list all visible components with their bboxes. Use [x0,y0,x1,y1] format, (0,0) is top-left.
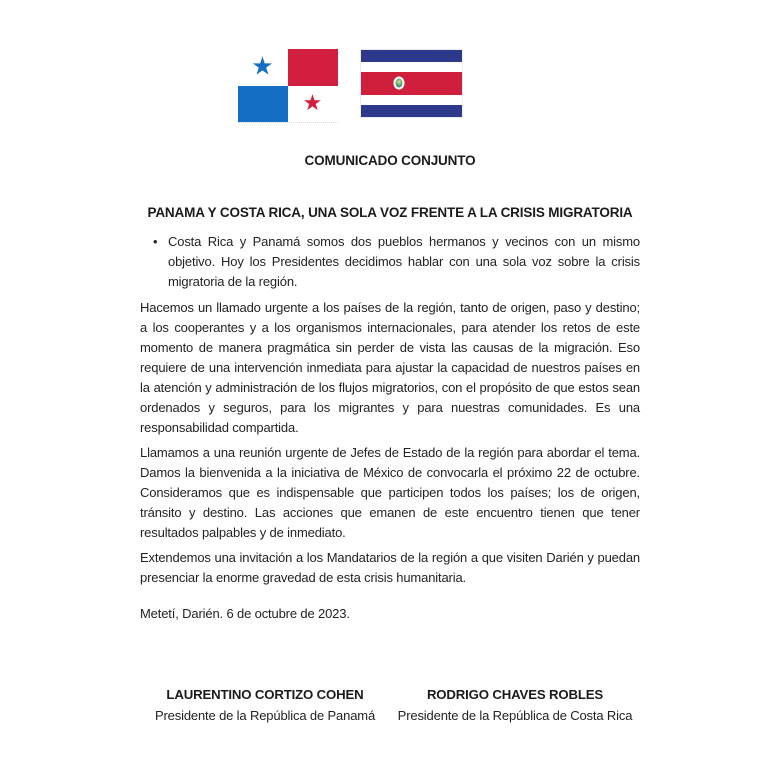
bullet-list-item [140,232,640,292]
costa-rica-flag-red-stripe [361,72,462,94]
document-body [140,232,640,726]
costa-rica-coat-of-arms-icon [392,76,405,91]
costa-rica-flag-top-blue-stripe [361,50,462,62]
document-subtitle: PANAMA Y COSTA RICA, UNA SOLA VOZ FRENTE A LA CRISIS MIGRATORIA [147,205,633,220]
costa-rica-flag-bottom-white-stripe [361,95,462,106]
costa-rica-flag [360,49,463,118]
paragraph-3: Extendemos una invitación a los Mandatarios de la región a que visiten Darién y puedan presenciar la enorme gravedad de esta crisis humanitaria. [140,550,640,585]
signatory-title: Presidente de la República de Panamá [154,708,376,723]
paragraph-1: Hacemos un llamado urgente a los países de la región, tanto de origen, paso y destino; a los cooperantes y a los organismos internacionales, para atender los retos de este momento de manera pragmática sin perder de vista las causas de la migración. Eso requiere de una intervención inmediata para ajustar la capacidad de nuestros países en la atención y administración de los flujos migratorios, con el propósito de que estos sean ordenados y seguros, para los migrantes y para nuestras comunidades. Es una responsabilidad compartida. [140,300,640,435]
bullet-marker-icon: • [153,234,158,249]
paragraph-2: Llamamos a una reunión urgente de Jefes de Estado de la región para abordar el tema. Damos la bienvenida a la iniciativa de México de convocarla el próximo 22 de octubre. Consideramos que es indispensable que participen todos los países; los de origen, tránsito y destino. Las acciones que emanen de este encuentro tienen que tener resultados palpables y de inmediato. [140,445,640,540]
signatory-name: RODRIGO CHAVES ROBLES [426,687,604,702]
costa-rica-flag-bottom-blue-stripe [361,105,462,117]
panama-flag-red-quadrant [288,49,338,86]
signatory-title: Presidente de la República de Costa Rica [397,708,633,723]
dateline: Metetí, Darién. 6 de octubre de 2023. [140,606,350,621]
red-star-icon: ★ [302,90,323,116]
signatures-row [140,685,640,726]
signature-block-costa-rica [390,685,640,726]
signature-block-panama [140,685,390,726]
document-title: COMUNICADO CONJUNTO [304,153,476,168]
costa-rica-flag-top-white-stripe [361,62,462,73]
panama-flag [238,49,338,123]
bullet-text: Costa Rica y Panamá somos dos pueblos hermanos y vecinos con un mismo objetivo. Hoy los Presidentes decidimos hablar con una sola voz sobre la crisis migratoria de la región. [168,234,640,289]
blue-star-icon: ★ [251,52,274,81]
signatory-name: LAURENTINO CORTIZO COHEN [166,687,364,702]
panama-flag-blue-quadrant [238,86,288,123]
flags-row [0,0,740,123]
costa-rica-coat-of-arms-detail [395,79,402,88]
